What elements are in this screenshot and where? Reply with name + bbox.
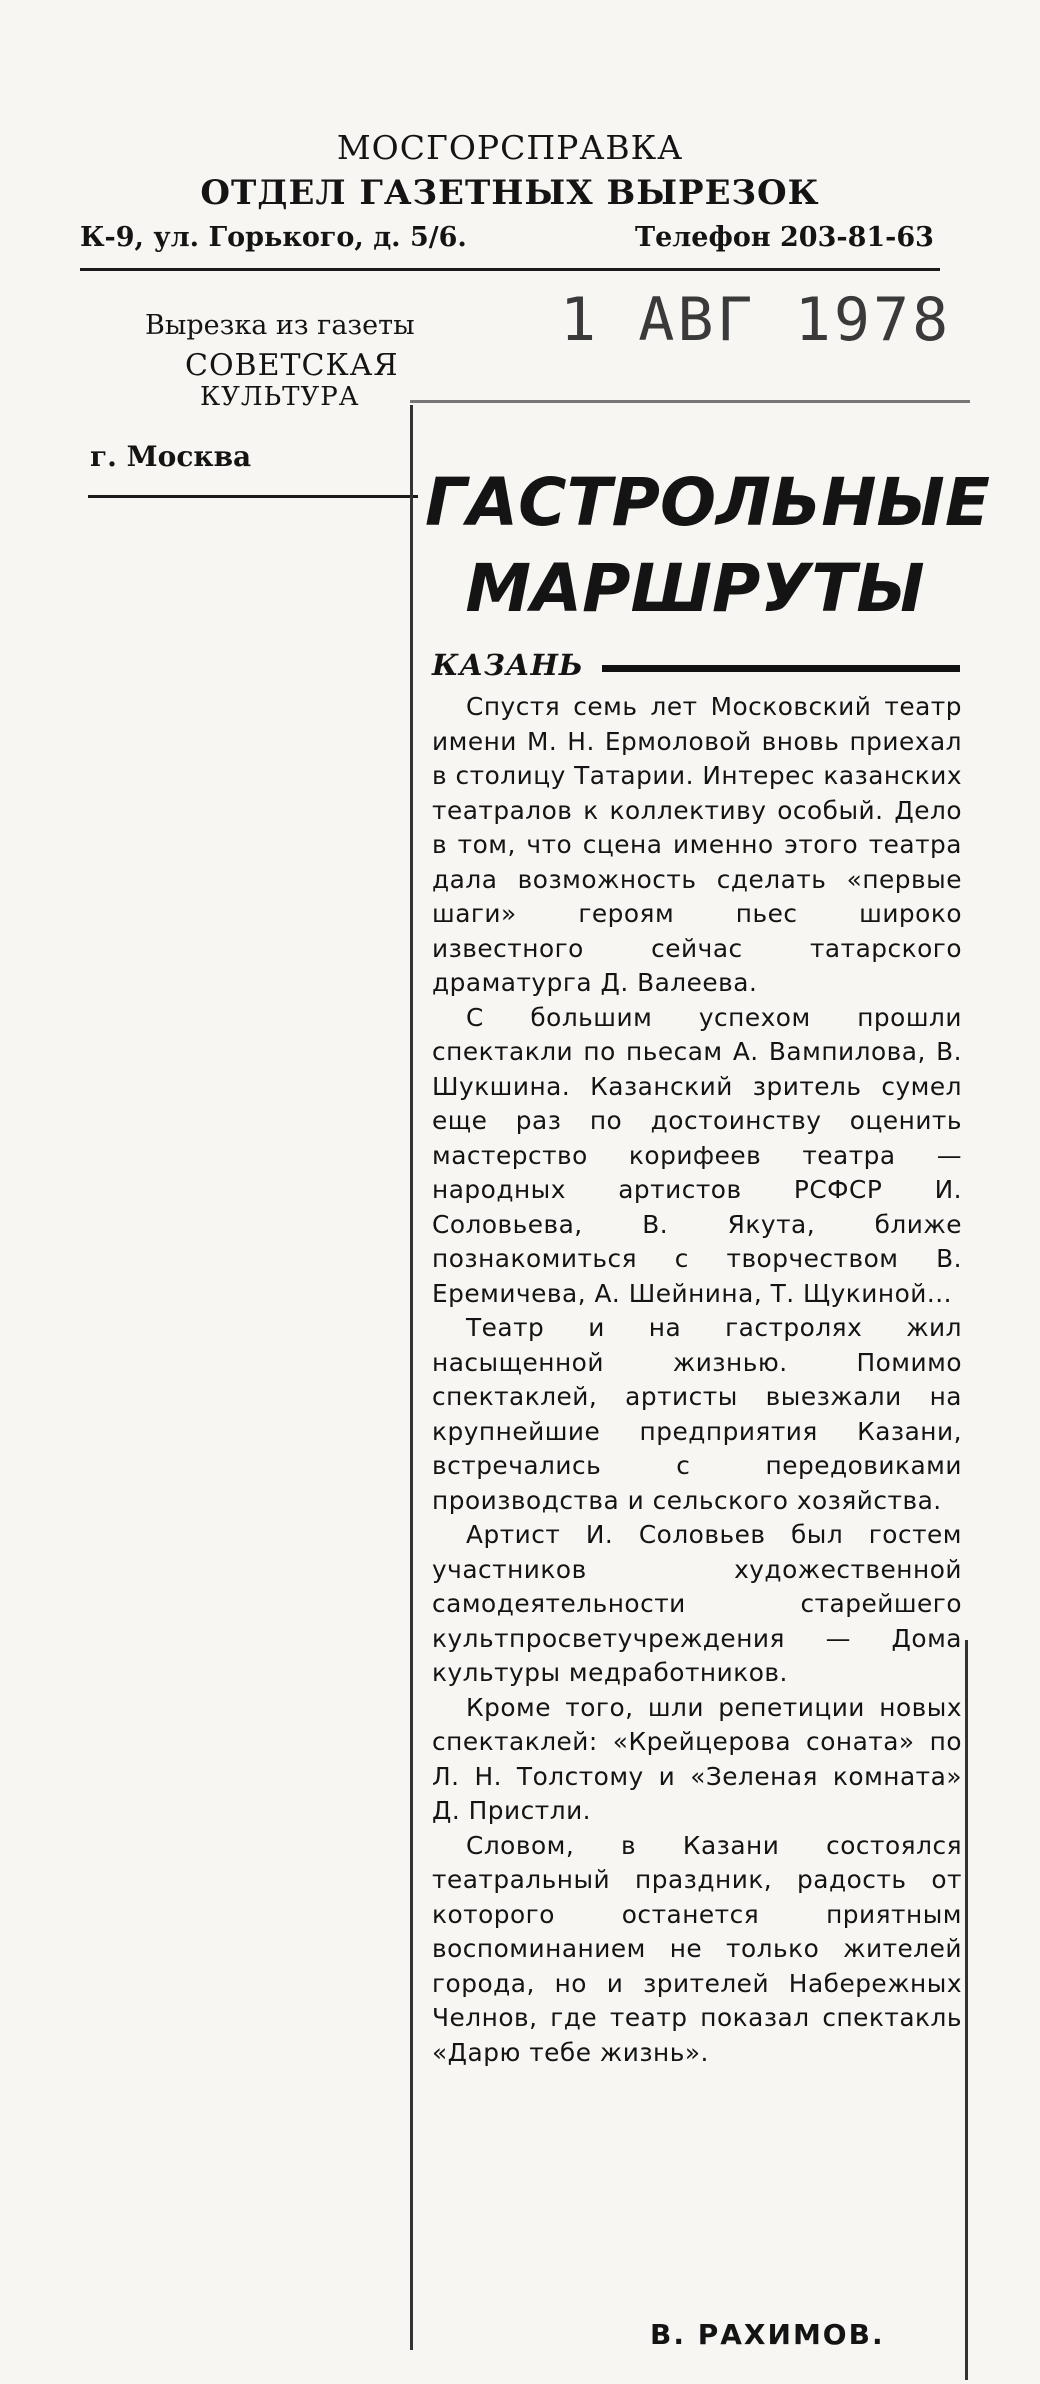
bureau-phone: Телефон 203-81-63 xyxy=(635,222,934,253)
clipping-label: Вырезка из газеты xyxy=(145,310,415,341)
clipping-top-edge xyxy=(410,400,970,403)
article-author: В. РАХИМОВ. xyxy=(650,2318,885,2351)
article-paragraph: Артист И. Соловьев был гостем участников художественной самодеятельности старейшего культпросветучреждения — Дома культуры медработников. xyxy=(432,1520,962,1687)
bureau-department: ОТДЕЛ ГАЗЕТНЫХ ВЫРЕЗОК xyxy=(200,173,820,213)
publication-name-line2: КУЛЬТУРА xyxy=(200,382,360,412)
clipping-left-edge xyxy=(410,405,413,2350)
article-paragraph: Кроме того, шли репетиции новых спектаклей: «Крейцерова соната» по Л. Н. Толстому и «Зеленая комната» Д. Пристли. xyxy=(432,1692,962,1825)
article-title: ГАСТРОЛЬНЫЕ МАРШРУТЫ xyxy=(425,464,990,627)
publication-name-line1: СОВЕТСКАЯ xyxy=(185,348,399,383)
bureau-address: К-9, ул. Горького, д. 5/6. xyxy=(80,222,467,253)
publication-city: г. Москва xyxy=(90,440,252,473)
header-rule xyxy=(80,268,940,271)
dateline-rule xyxy=(602,665,960,672)
bureau-name: МОСГОРСПРАВКА xyxy=(336,128,684,167)
article-paragraph: Театр и на гастролях жил насыщенной жизнью. Помимо спектаклей, артисты выезжали на крупнейшие предприятия Казани, встречались с передовиками производства и сельского хозяйства. xyxy=(432,1313,962,1515)
dateline: КАЗАНЬ xyxy=(432,648,584,682)
clipping-right-edge xyxy=(965,1640,968,2380)
article-paragraph: Словом, в Казани состоялся театральный праздник, радость от которого останется приятным воспоминанием не только жителей города, но и зрителей Набережных Челнов, где театр показал спектакль «Дарю тебе жизнь». xyxy=(432,1830,962,2067)
article-body xyxy=(432,690,962,2070)
date-stamp: 1 АВГ 1978 xyxy=(560,285,952,355)
city-rule xyxy=(88,495,418,498)
article-paragraph: С большим успехом прошли спектакли по пьесам А. Вампилова, В. Шукшина. Казанский зритель сумел еще раз по достоинству оценить мастерство корифеев театра — народных артистов РСФСР И. Соловьева, В. Якута, ближе познакомиться с творчеством В. Еремичева, А. Шейнина, Т. Щукиной... xyxy=(432,1002,962,1308)
dateline-row xyxy=(432,648,962,688)
article-paragraph: Спустя семь лет Московский театр имени М. Н. Ермоловой вновь приехал в столицу Татарии. Интерес казанских театралов к коллективу особый. Дело в том, что сцена именно этого театра дала возможность сделать «первые шаги» героям пьес широко известного сейчас татарского драматурга Д. Валеева. xyxy=(432,692,963,997)
